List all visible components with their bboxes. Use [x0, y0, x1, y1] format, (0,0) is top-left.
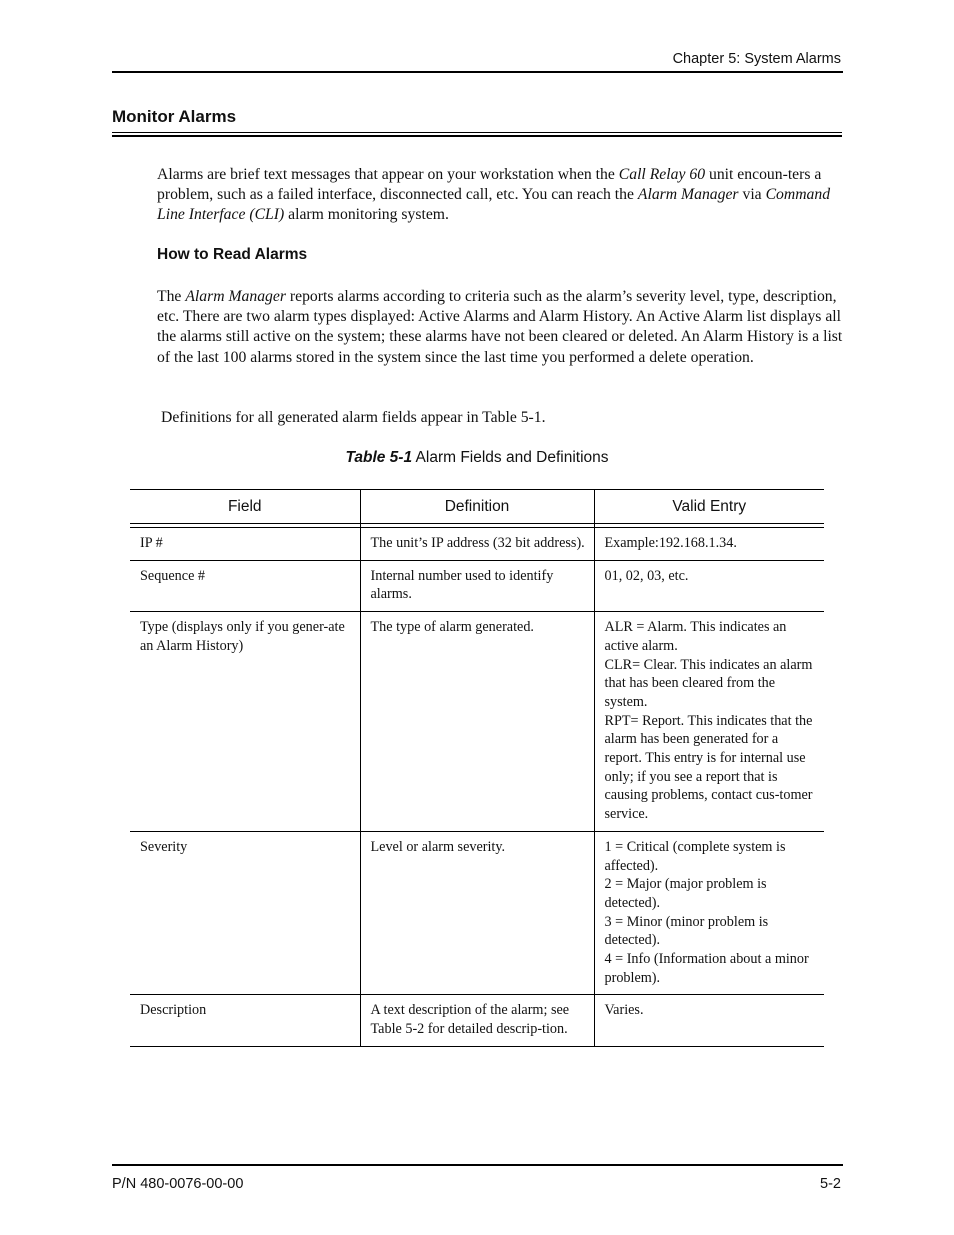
- intro-text-2: unit encoun-ters a problem, such as a failed interface, disconnected call, etc. You can reach the: [157, 166, 822, 204]
- alarm-manager-term: Alarm Manager: [637, 186, 739, 204]
- cli-term: Command Line Interface (CLI): [157, 186, 831, 224]
- valid-entry-cell: [594, 528, 824, 561]
- footer-rule: [112, 1164, 843, 1166]
- valid-entry-cell: [594, 831, 824, 995]
- header-rule: [112, 71, 843, 73]
- page-number: 5-2: [820, 1176, 841, 1192]
- part-number: P/N 480-0076-00-00: [112, 1176, 244, 1192]
- definition-cell: Internal number used to identify alarms.: [360, 560, 594, 611]
- section-rule-thick: [112, 135, 842, 137]
- definitions-note: Definitions for all generated alarm fields appear in Table 5-1.: [161, 409, 546, 426]
- table-row: [130, 995, 824, 1046]
- valid-entry-line: ALR = Alarm. This indicates an active alarm.: [604, 619, 787, 654]
- table-row: [130, 528, 824, 561]
- valid-entry-line: CLR= Clear. This indicates an alarm that has been cleared from the system.: [604, 656, 813, 710]
- valid-entry-line: 2 = Major (major problem is detected).: [604, 876, 767, 911]
- intro-paragraph: [157, 165, 843, 226]
- read-text-2: reports alarms according to criteria such as the alarm’s severity level, type, description, etc. There are two alarm types displayed: Active Alarms and Alarm History. An Active Alarm list displays all the alarms still active on the system; these alarms have not been cleared or deleted. An Alarm History is a list of the last 100 alarms stored in the system since the last time you performed a delete operation.: [157, 288, 843, 366]
- valid-entry-line: Example:192.168.1.34.: [604, 535, 737, 551]
- valid-entry-line: Varies.: [604, 1002, 644, 1019]
- definition-cell: A text description of the alarm; see Table 5-2 for detailed descrip-tion.: [360, 995, 594, 1046]
- valid-entry-line: 3 = Minor (minor problem is detected).: [604, 913, 769, 949]
- field-cell: Description: [130, 995, 360, 1046]
- valid-entry-cell: [594, 995, 824, 1046]
- intro-text-1: Alarms are brief text messages that appear on your workstation when the: [157, 166, 619, 183]
- section-rule: [112, 132, 842, 133]
- valid-entry-line: 1 = Critical (complete system is affected).: [604, 838, 786, 874]
- column-header-valid-entry: Valid Entry: [594, 490, 824, 524]
- intro-text-3: via: [738, 186, 766, 204]
- valid-entry-cell: [594, 560, 824, 611]
- definition-cell: The type of alarm generated.: [360, 612, 594, 832]
- valid-entry-cell: [594, 612, 824, 832]
- table-row: [130, 612, 824, 832]
- alarm-manager-term: Alarm Manager: [185, 288, 286, 305]
- column-header-field: Field: [130, 490, 360, 524]
- field-cell: Sequence #: [130, 560, 360, 611]
- table-caption-text: Alarm Fields and Definitions: [412, 449, 609, 466]
- subsection-title: How to Read Alarms: [157, 246, 308, 263]
- definition-cell: Level or alarm severity.: [360, 831, 594, 995]
- product-name: Call Relay 60: [618, 166, 706, 183]
- valid-entry-line: RPT= Report. This indicates that the alarm has been generated for a report. This entry is for internal use only; if you see a report that is causing problems, contact cus-tomer service.: [604, 712, 813, 823]
- section-title: Monitor Alarms: [112, 107, 237, 126]
- field-cell: Severity: [130, 831, 360, 995]
- intro-text-4: alarm monitoring system.: [284, 206, 449, 224]
- running-header: Chapter 5: System Alarms: [672, 51, 841, 67]
- table-caption: [0, 449, 954, 467]
- valid-entry-line: 4 = Info (Information about a minor problem).: [604, 951, 809, 986]
- column-header-definition: Definition: [360, 490, 594, 524]
- read-text-1: The: [157, 288, 186, 305]
- table-caption-label: Table 5-1: [345, 449, 413, 466]
- table-row: [130, 560, 824, 611]
- field-cell: Type (displays only if you gener-ate an Alarm History): [130, 612, 360, 832]
- field-cell: IP #: [130, 528, 360, 561]
- table-row: [130, 831, 824, 995]
- alarm-fields-table: [130, 489, 824, 1047]
- valid-entry-line: 01, 02, 03, etc.: [604, 567, 689, 584]
- definition-cell: The unit’s IP address (32 bit address).: [360, 528, 594, 561]
- read-alarms-paragraph: [157, 287, 843, 368]
